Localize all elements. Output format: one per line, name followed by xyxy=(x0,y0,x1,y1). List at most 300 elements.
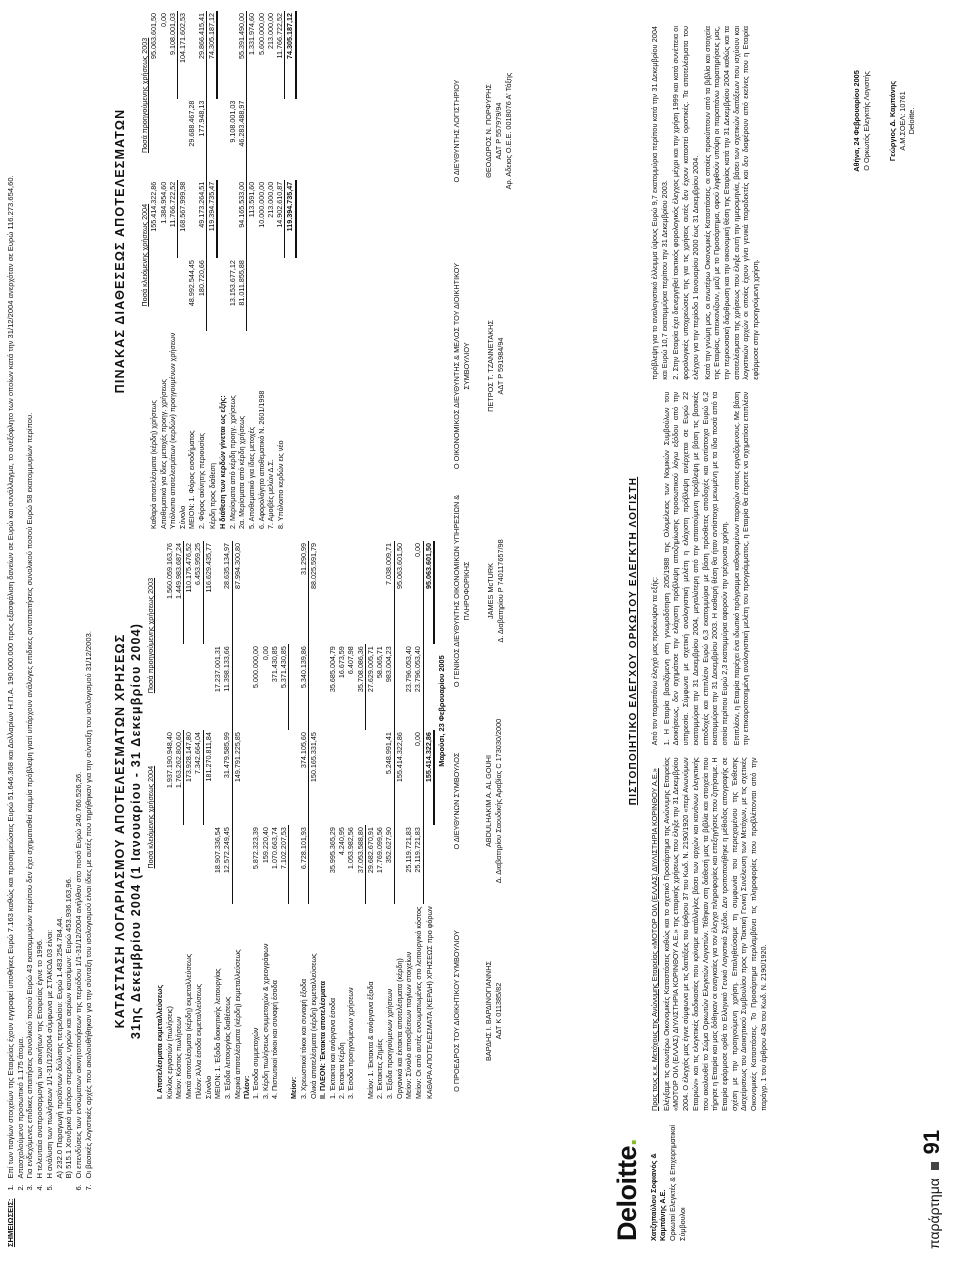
dist-row-label: Η διάθεση των κερδών γίνεται ως εξής: xyxy=(218,395,228,529)
dist-row-amount xyxy=(228,11,237,99)
pl-row-amount xyxy=(318,644,327,730)
pl-row xyxy=(260,541,269,1101)
dist-row-amount: 74.305.187,12 xyxy=(207,11,218,99)
pl-row-amount: 6.728.101,93 xyxy=(299,825,309,904)
dist-row-amount: 29.688.467,28 xyxy=(187,100,197,147)
pl-title: ΚΑΤΑΣΤΑΣΗ ΛΟΓΑΡΙΑΣΜΟΥ ΑΠΟΤΕΛΕΣΜΑΤΩΝ ΧΡΗΣΕΩΣ 31ης Δεκεμβρίου 2004 (1 Ιανουαρίου - 31 Δεκεμβρίου 2004) xyxy=(113,622,143,1040)
pl-row xyxy=(384,541,394,1101)
pl-row xyxy=(328,541,337,1101)
pl-row-amount: 7.102.207,53 xyxy=(279,825,289,904)
pl-row-amount: 87.994.300,80 xyxy=(232,543,242,589)
pl-row-label: 1. Έσοδα συμμετοχών xyxy=(251,1027,261,1099)
pl-row-amount xyxy=(365,541,375,644)
pl-row-label: ΚΑΘΑΡΑ ΑΠΟΤΕΛΕΣΜΑΤΑ (ΚΕΡΔΗ) ΧΡΗΣΕΩΣ προ φόρων xyxy=(424,906,434,1099)
dist-row xyxy=(285,11,296,531)
dist-row-amount xyxy=(217,180,227,258)
dist-row-amount: 55.391.490,00 xyxy=(237,11,247,99)
dist-row-amount xyxy=(178,99,188,180)
notes-block xyxy=(6,22,93,1247)
pl-row-label xyxy=(355,904,365,1101)
note-item xyxy=(55,22,65,1191)
dist-row-amount: 46.283.488,97 xyxy=(237,99,247,180)
pl-row-amount: 17.769.099,56 xyxy=(375,827,385,874)
pl-row xyxy=(232,541,242,1101)
pl-row-amount: 35.685.004,79 xyxy=(327,646,337,693)
pl-row xyxy=(193,541,203,1101)
dist-row-label: 2. Φόρος ακίνητης περιουσίας xyxy=(197,433,207,529)
dist-row xyxy=(275,11,285,531)
note-text: Β) 515.1 Χονδρικό εμπόριο στερεών, υγρών και αερίων καυσίμων: Ευρώ 453.936.163,96. xyxy=(64,877,74,1179)
dist-row-amount: 11.766.722,52 xyxy=(168,180,178,258)
audit-para: 2. Στην Εταιρία έχει διενεργηθεί τακτικός φορολογικός έλεγχος μέχρι και την χρήση 1999 και κατά συνέπεια οι φορολογικές υποχρεώσεις της για τις χρήσεις αυτές δεν έχουν καταστεί οριστικές. Τα αποτελέσματα του ελέγχου για την περίοδο 1 Ιανουαρίου 2000 έως 31 Δεκεμβρίου 2004. xyxy=(671,26,700,380)
dist-row-amount xyxy=(256,258,265,331)
pl-row-amount: 17.237.001,31 xyxy=(213,646,223,693)
page-footer xyxy=(918,1130,946,1249)
dist-row-label: Κέρδη προς διάθεση xyxy=(208,463,218,529)
dist-row-label: 6. Αφορολόγητο αποθεματικό Ν. 2601/1998 xyxy=(256,390,266,529)
pl-row-amount xyxy=(193,644,203,730)
pl-row-amount xyxy=(375,541,384,644)
footer-label: παράρτημα xyxy=(926,1178,942,1249)
dist-row-amount: 155.414.322,86 xyxy=(149,181,159,232)
dist-row xyxy=(207,11,218,531)
pl-row-label: Μερικά αποτελέσματα (κέρδη) εκμεταλλεύσεως xyxy=(232,949,242,1099)
pl-row-amount: 6.407,98 xyxy=(346,646,356,675)
note-number: 5. xyxy=(44,1184,54,1191)
pl-row-amount xyxy=(155,541,164,644)
pl-table-wrap xyxy=(146,541,435,1101)
dist-row-amount xyxy=(187,11,196,99)
dist-row-amount: 5.600.000,00 xyxy=(256,13,266,55)
pl-row-label: Κύκλος εργασιών (πωλήσεις) xyxy=(164,1006,174,1099)
footer-square-icon xyxy=(931,1162,939,1170)
pl-row-label: 1. Έκτακτα και ανόργανα έσοδα xyxy=(327,998,337,1099)
note-text: Η ανάλυση των πωλήσεων 1/1-31/12/2004 σύμφωνα με ΣΤΑΚΟΔ 03 είναι: xyxy=(44,929,54,1179)
pl-row-label: I. Αποτελέσματα εκμεταλλεύσεως xyxy=(155,984,165,1099)
pl-row-label: Μικτά αποτελέσματα (κέρδη) εκμεταλλεύσεως xyxy=(184,953,194,1099)
dist-row-amount xyxy=(228,180,237,258)
note-item xyxy=(6,22,16,1191)
pl-row-amount: 58.065,71 xyxy=(375,646,385,679)
pl-row-amount: 12.572.249,45 xyxy=(222,825,232,904)
dist-row-label: Σύνολο xyxy=(178,505,188,529)
dist-row-amount xyxy=(168,258,178,331)
pl-row-amount: 11.398.133,66 xyxy=(222,644,232,730)
pl-row-amount: 37.053.588,80 xyxy=(355,825,365,904)
pl-row-amount xyxy=(203,825,213,904)
dist-row-amount: 213.000,00 xyxy=(265,181,275,218)
dist-row-amount: 14.902.610,87 xyxy=(275,180,285,258)
pl-row-amount xyxy=(165,644,174,730)
audit-title: ΠΙΣΤΟΠΟΙΗΤΙΚΟ ΕΛΕΓΧΟΥ ΟΡΚΩΤΟΥ ΕΛΕΓΚΤΗ ΛΟΓΙΣΤΗ xyxy=(628,476,639,806)
auditor-brand-block xyxy=(610,1121,687,1241)
pl-row-amount: 1.937.190.948,40 xyxy=(164,732,174,789)
pl-row-amount xyxy=(174,825,184,904)
dist-row-label: ΜΕΙΟΝ: 1. Φόρος εισοδήματος xyxy=(187,430,197,529)
pl-row-amount xyxy=(318,541,327,644)
pl-row-amount xyxy=(355,730,365,825)
note-item xyxy=(35,22,45,1191)
pl-row-amount: 31.479.585,99 xyxy=(222,730,232,825)
dist-row-amount xyxy=(207,99,218,180)
pl-row-amount xyxy=(279,541,289,644)
pl-row-amount: 5.340.139,86 xyxy=(299,644,309,730)
dist-row xyxy=(187,11,196,531)
pl-row xyxy=(203,541,213,1101)
dist-table-wrap xyxy=(140,11,297,531)
pl-row-label: Μείον: Οι από αυτές ενσωματωμένες στο λειτουργικό κόστος xyxy=(413,906,423,1099)
pl-row-amount: 18.907.336,54 xyxy=(213,827,223,874)
pl-row-amount: 6.453.959,25 xyxy=(193,541,203,644)
pl-row-amount xyxy=(184,825,194,904)
pl-row-amount xyxy=(232,825,242,904)
dist-row-amount xyxy=(217,99,227,180)
dist-row-amount xyxy=(285,258,296,331)
pl-row xyxy=(213,541,222,1101)
pl-row-label: Μείον: Κόστος πωλήσεων xyxy=(174,1016,184,1099)
dist-row-amount xyxy=(178,258,188,331)
pl-row-amount: 1.070.663,74 xyxy=(269,827,279,870)
pl-table xyxy=(146,541,435,1101)
dist-row-amount: 1.331.974,60 xyxy=(247,13,257,55)
pl-row xyxy=(289,541,299,1101)
pl-row-amount xyxy=(318,825,327,904)
pl-row-amount xyxy=(242,730,251,825)
note-text: Οι επενδύσεις των ενσώματων ακινητοποιήσεων της περιόδου 1/1-31/12/2004 ανήλθαν στο ποσό Ευρώ 240.760.526,26. xyxy=(74,771,84,1179)
pl-row-amount xyxy=(289,644,299,730)
pl-row-label: 3. Έσοδα προηγούμενων χρήσεων xyxy=(346,987,356,1099)
dist-row-amount xyxy=(266,258,275,331)
pl-row xyxy=(394,541,404,1101)
dist-row-amount: 119.394.735,47 xyxy=(285,180,296,258)
pl-row-amount xyxy=(375,730,384,825)
pl-row-amount: 25.119.721,83 xyxy=(404,827,414,873)
pl-row-amount: 150.165.331,45 xyxy=(309,732,319,783)
pl-row-amount xyxy=(328,541,337,644)
dist-row xyxy=(237,11,247,531)
note-number: 6. xyxy=(74,1184,84,1191)
pl-row xyxy=(355,541,365,1101)
pl-row-amount xyxy=(346,541,355,644)
deloitte-logo: Deloitte. xyxy=(612,1138,642,1241)
dist-row-amount: 0,00 xyxy=(158,13,168,27)
signature-finance-director: Ο ΟΙΚΟΝΟΜΙΚΟΣ ΔΙΕΥΘΥΝΤΗΣ & ΜΕΛΟΣ ΤΟΥ ΔΙΟΙΚΗΤΙΚΟΥ ΣΥΜΒΟΥΛΙΟΥ ΠΕΤΡΟΣ Τ. ΤΖΑΝΝΕΤΑΚΗΣ ΑΔΤ Ρ 591984/94 xyxy=(452,262,505,470)
dist-row-amount: 95.063.601,50 xyxy=(149,13,159,59)
note-text: Οι βασικές λογιστικές αρχές που ακολουθήθηκαν για την σύνταξη του ισολογισμού είναι ίδιες με αυτές που τηρήθηκαν για την σύνταξη του ισολογισμού 31/12/2003. xyxy=(83,631,93,1179)
pl-row-amount: 5.872.323,39 xyxy=(251,827,261,870)
dist-row xyxy=(178,11,188,531)
pl-row-amount: 7.038.009,71 xyxy=(384,541,394,644)
pl-row-amount xyxy=(165,825,174,904)
dist-row-amount xyxy=(159,258,168,331)
pl-row-amount: 0,00 xyxy=(260,646,270,661)
pl-row xyxy=(184,541,194,1101)
note-number: 7. xyxy=(83,1184,93,1191)
dist-row xyxy=(247,11,257,531)
pl-row-amount: 95.063.601,50 xyxy=(394,543,404,589)
pl-row-amount xyxy=(289,541,299,644)
dist-row-label xyxy=(285,331,296,531)
dist-table xyxy=(140,11,297,531)
note-item xyxy=(16,22,26,1191)
pl-row-amount xyxy=(242,541,251,644)
pl-row-amount xyxy=(193,825,203,904)
signature-chief-accountant: Ο ΔΙΕΥΘΥΝΤΗΣ ΛΟΓΙΣΤΗΡΙΟΥ ΘΕΟΔΩΡΟΣ Ν. ΠΟΡΦΥΡΗΣ ΑΔΤ Ρ 557979/94 Αρ. Αδειας Ο.Ε.Ε. 0018076 Α' Τάξης xyxy=(452,72,513,190)
pl-row-amount xyxy=(423,644,434,730)
pl-row-amount xyxy=(174,644,184,730)
dist-row-amount xyxy=(217,11,227,99)
note-item xyxy=(64,22,74,1191)
pl-row-amount: 983.004,23 xyxy=(384,644,394,730)
pl-row-label: Μείον: xyxy=(289,1076,299,1099)
note-text: Η τελευταία αναπροσαρμογή των ακινήτων της Εταιρείας έγινε το 1996. xyxy=(35,938,45,1179)
dist-row-label: 5. Αποθεματικό για ίδιες μετοχές xyxy=(247,426,257,529)
pl-row-amount: 5.371.430,85 xyxy=(279,644,289,730)
dist-row-amount: 104.171.602,53 xyxy=(178,13,188,63)
pl-row-label: ΜΕΙΟΝ: 1. Έξοδα διοικητικής λειτουργίας xyxy=(213,968,223,1099)
dist-row-amount: 74.305.187,12 xyxy=(285,11,296,99)
pl-row-amount xyxy=(355,541,365,644)
pl-row-amount xyxy=(289,825,299,904)
note-text: Α) 232.0 Παραγωγή προϊόντων διύλισης πετρελαίου: Ευρώ 1.483.254.784,44. xyxy=(54,916,64,1179)
dist-row-amount: 168.567.999,98 xyxy=(178,181,188,232)
dist-title: ΠΙΝΑΚΑΣ ΔΙΑΘΕΣΕΩΣ ΑΠΟΤΕΛΕΣΜΑΤΩΝ xyxy=(113,108,127,394)
dist-row-amount xyxy=(247,258,257,331)
dist-row-amount xyxy=(266,99,275,180)
pl-row-label: 4. Πιστωτικοί τόκοι και συναφή έσοδα xyxy=(269,980,279,1099)
dist-row-label: 8. Υπόλοιπο κερδών εις νέο xyxy=(275,440,285,529)
pl-row-amount: 116.629.435,77 xyxy=(203,543,213,593)
pl-row-amount: 1.053.982,56 xyxy=(346,827,356,870)
pl-row-amount xyxy=(155,730,164,825)
pl-row-amount: 149.791.225,85 xyxy=(232,732,242,783)
pl-row-amount xyxy=(394,825,404,904)
auditor-firm-desc: Ορκωτοί Ελεγκτές & Επιχειρηματικοί Σύμβουλοι xyxy=(667,1125,687,1241)
pl-col-current: Ποσά κλειόμενης χρήσεως 2004 xyxy=(146,765,155,869)
audit-para: Από τον παραπάνω έλεγχό μας προέκυψαν τα εξής: xyxy=(650,576,659,746)
dist-row xyxy=(159,11,168,531)
dist-row-label: Αποθεματικά για ίδιες μετοχές προηγ. χρήσεως xyxy=(158,379,168,529)
dist-row-amount xyxy=(149,258,158,331)
pl-row-amount xyxy=(404,730,413,825)
pl-row-amount xyxy=(328,730,337,825)
pl-row-amount xyxy=(365,730,375,825)
pl-row-label: Μείον: Σύνολο αποσβέσεων παγίων στοιχείων xyxy=(404,951,414,1099)
dist-row-amount: 1.384.954,60 xyxy=(158,181,168,224)
pl-row xyxy=(242,541,251,1101)
dist-row-amount: 9.108.001,03 xyxy=(227,100,237,143)
dist-row xyxy=(168,11,178,531)
dist-row-amount: 9.108.001,03 xyxy=(168,11,178,99)
pl-row-amount: 5.000.000,00 xyxy=(251,646,261,689)
pl-row xyxy=(222,541,232,1101)
auditor-signature: Αθήνα, 24 Φεβρουαρίου 2005 Ο Ορκωτός Ελεγκτής Λογιστής Γεώργιος Δ. Καμπάνης Α.Μ.ΣΟΕΛ: 10761 Deloitte. xyxy=(852,70,917,172)
audit-para: 1. Η Εταιρία βασιζόμενη στη γνωμοδότηση 205/1988 της Ολομέλειας των Νομικών Συμβούλων του Διοικήσεως, δεν σχημάτισε την ελάχιστη πρόβλεψη αποζημίωσης προσωπικού λόγω εξόδου από την υπηρεσία. Σύμφωνα με σχετική αναλογιστική μελέτη η ελάχιστη πρόβλεψη ανέρχεται σε Ευρώ 22 εκατομμύρια την 31 Δεκεμβρίου 2004, μεγαλύτερη από την απαιτούμενη πρόβλεψη με βάση τις βασικές αποδοχές και επιπλέον Ευρώ 6,3 εκατομμύρια με βάση πρόσθετες αποδοχές και αντίστοιχα Ευρώ 6,2 εκατομμύρια την 31 Δεκεμβρίου 2003. Η καθαρή θέση θα ήταν αντίστοιχα μειωμένη με τα ίδια ποσά από τα οποία περίπου Ευρώ 2,3 εκατομμύρια αφορούν την τρέχουσα χρήση. xyxy=(661,391,729,746)
pl-row-amount xyxy=(213,541,222,644)
pl-row-amount xyxy=(423,825,434,904)
pl-row-amount xyxy=(308,825,318,904)
pl-row-amount: 1.763.262.800,60 xyxy=(174,730,184,825)
pl-row-amount: 23.796.053,40 xyxy=(413,644,423,730)
pl-row-amount: 159.220,40 xyxy=(260,827,270,864)
pl-row-amount: 35.995.365,29 xyxy=(327,827,337,874)
signature-cfo-general: Ο ΓΕΝΙΚΟΣ ΔΙΕΥΘΥΝΤΗΣ ΟΙΚΟΝΟΜΙΚΩΝ ΥΠΗΡΕΣΙΩΝ & ΠΛΗΡΟΦΟΡΙΚΗΣ JAMES McTURK Δ. Διαβατηρίου P 740117657/98 xyxy=(452,494,505,688)
dist-row-amount: 119.394.735,47 xyxy=(207,180,218,258)
pl-row-amount: 25.119.721,83 xyxy=(413,825,423,904)
notes-list xyxy=(6,22,93,1191)
dist-row-amount xyxy=(168,99,178,180)
pl-row-label: 2. Έκτακτες Ζημίες xyxy=(375,1038,385,1099)
pl-row xyxy=(251,541,260,1101)
pl-row xyxy=(279,541,289,1101)
dist-row-amount xyxy=(285,99,296,180)
dist-row-amount xyxy=(275,99,285,180)
pl-row-label xyxy=(279,904,289,1101)
pl-row-amount: 95.063.601,50 xyxy=(423,541,434,644)
pl-row-amount xyxy=(242,825,251,904)
dist-row-amount: 94.165.533,00 xyxy=(237,180,247,258)
signature-ceo: Ο ΔΙΕΥΘΥΝΩΝ ΣΥΜΒΟΥΛΟΣ ABDULHAKIM A. AL GOUHI Δ. Διαβατηρίου Σαουδικής Αραβίας C 173030/2000 xyxy=(452,718,503,884)
pl-row-amount: 0,00 xyxy=(413,541,423,644)
dist-row xyxy=(149,11,158,531)
pl-row-amount xyxy=(346,730,355,825)
note-number: 4. xyxy=(35,1184,45,1191)
pl-row xyxy=(155,541,164,1101)
notes-heading: ΣΗΜΕΙΩΣΕΙΣ: xyxy=(6,1198,15,1247)
pl-row-amount xyxy=(251,541,260,644)
audit-para: Κατά την γνώμη μας, οι ανωτέρω Οικονομικές Καταστάσεις, οι οποίες προκύπτουν από τα βιβλία και στοιχεία της Εταιρίας, απεικονίζουν, μαζί με το Προσάρτημα, αφού ληφθούν υπόψη οι παραπάνω παρατηρήσεις μας, την περιουσιακή διάρθρωση και την οικονομική θέση της Εταιρίας κατά την 31 Δεκεμβρίου 2004 καθώς και τα αποτελέσματα της χρήσεως που έληξε αυτή την ημερομηνία, βάσει των σχετικών διατάξεων που ισχύουν και λογιστικών αρχών οι οποίες έχουν γίνει γενικά παραδεκτές και δεν διαφέρουν από εκείνες που η Εταιρία εφάρμοσε στην προηγούμενη χρήση. xyxy=(702,26,761,380)
dist-row-amount xyxy=(207,258,218,331)
dist-row-amount: 48.992.544,45 xyxy=(187,260,197,307)
pl-row-label: Πλέον: xyxy=(241,1075,251,1099)
dist-row-amount xyxy=(256,99,265,180)
pl-row-amount: 28.635.134,97 xyxy=(222,541,232,644)
pl-row-amount: 110.175.476,52 xyxy=(184,543,194,593)
dist-row xyxy=(217,11,227,531)
pl-row xyxy=(308,541,318,1101)
pl-row-amount xyxy=(404,541,413,644)
dist-row-amount: 213.000,00 xyxy=(265,13,275,49)
pl-row-amount: 16.673,59 xyxy=(336,646,346,679)
pl-row-amount: 155.414.322,86 xyxy=(394,732,404,783)
pl-row-amount: 371.430,85 xyxy=(269,646,279,683)
pl-row-amount xyxy=(260,541,269,644)
dist-row xyxy=(256,11,265,531)
pl-row-label: 3. Κέρδη πωλήσεως συμμετοχών & χρεογράφων xyxy=(260,943,270,1099)
note-number: 2. xyxy=(15,1184,25,1191)
note-item xyxy=(45,22,55,1191)
pl-row-label: Σύνολο xyxy=(203,1075,213,1099)
dist-row-label: 7. Αμοιβές μελών Δ.Σ. xyxy=(265,459,275,529)
pl-row-amount: 23.796.053,40 xyxy=(404,646,414,693)
dist-row-amount xyxy=(187,180,196,258)
pl-row-amount: 35.708.086,36 xyxy=(355,644,365,730)
dist-row xyxy=(228,11,237,531)
pl-row-label: 3. Χρεωστικοί τόκοι και συναφή έξοδα xyxy=(299,978,309,1099)
pl-row-amount: 5.248.991,41 xyxy=(384,730,394,825)
pl-row-amount xyxy=(337,541,346,644)
dist-row-label: 2α. Μερίσματα από κέρδη χρήσεως xyxy=(237,415,247,529)
dist-row xyxy=(266,11,275,531)
pl-row xyxy=(270,541,279,1101)
pl-row-amount: 0,00 xyxy=(413,730,423,825)
pl-row-amount: 155.414.322,86 xyxy=(423,730,434,825)
pl-row-amount: 7.342.664,04 xyxy=(193,730,203,825)
pl-row-amount: 4.240,95 xyxy=(336,827,346,856)
pl-row-label: Οργανικά και έκτακτα αποτελέσματα (κέρδη) xyxy=(394,958,404,1099)
sign-date: Μαρούσι, 23 Φεβρουαρίου 2005 xyxy=(437,655,446,767)
pl-row-amount xyxy=(279,730,289,825)
pl-row-amount xyxy=(251,730,260,825)
pl-row-amount: 31.290,99 xyxy=(299,541,309,644)
pl-row xyxy=(299,541,309,1101)
pl-row-amount xyxy=(318,730,327,825)
pl-row-amount: 352.627,90 xyxy=(384,825,394,904)
pl-row xyxy=(365,541,375,1101)
pl-row-amount xyxy=(289,730,299,825)
dist-row-amount xyxy=(149,99,158,180)
pl-row-amount xyxy=(203,644,213,730)
pl-row-amount: 173.928.147,80 xyxy=(184,732,194,783)
pl-row xyxy=(423,541,434,1101)
pl-row-label: II. ΠΛΕΟΝ: Έκτακτα αποτελέσματα xyxy=(318,981,328,1099)
dist-row xyxy=(197,11,207,531)
pl-row-label: 3. Έξοδα λειτουργίας διαθέσεως xyxy=(222,996,232,1099)
dist-row-label: Καθαρά αποτελέσματα (κέρδη) χρήσεως xyxy=(149,400,159,529)
pl-row xyxy=(346,541,355,1101)
dist-row-amount: 113.591,60 xyxy=(247,181,257,218)
pl-row-amount: 88.025.591,79 xyxy=(309,543,319,589)
dist-col-current: Ποσά κλειόμενης χρήσεως 2004 xyxy=(140,203,149,307)
pl-row xyxy=(413,541,423,1101)
pl-row-amount xyxy=(242,644,251,730)
dist-row-amount xyxy=(247,99,257,180)
pl-row-amount: 27.629.005,71 xyxy=(365,646,375,693)
audit-para: Επιπλέον, η Εταιρία παρέχει ένα ιδιωτικό πρόγραμμα καθορισμένων παροχών στους εργαζόμενους. Με βάση την επικαιροποιημένη αναλογιστική μελέτη του προγράμματος, η Εταιρία θα έπρεπε να σχηματίσει επιπλέον πρόβλεψη για το αναλογιστικό έλλειμμα ύψους Ευρώ 9,7 εκατομμύρια περίπου κατά την 31 Δεκεμβρίου 2004 και Ευρώ 10,7 εκατομμύρια περίπου την 31 Δεκεμβρίου 2003. xyxy=(650,26,751,746)
dist-row-amount: 177.948,13 xyxy=(197,99,207,180)
pl-row-amount xyxy=(213,730,222,825)
pl-row-label: Πλέον: Άλλα έσοδα εκμεταλλεύσεως xyxy=(193,983,203,1099)
page-number: 91 xyxy=(919,1129,944,1155)
pl-row xyxy=(375,541,384,1101)
pl-row xyxy=(404,541,413,1101)
dist-row-amount: 29.866.415,41 xyxy=(197,11,207,99)
pl-row-amount xyxy=(232,644,242,730)
pl-row-amount xyxy=(308,644,318,730)
dist-row-amount: 81.011.855,88 xyxy=(237,258,247,331)
pl-row-label: 3. Έξοδα προηγούμενων χρήσεων xyxy=(384,988,394,1099)
pl-row xyxy=(165,541,174,1101)
note-number: 1. xyxy=(6,1184,15,1191)
note-item xyxy=(84,22,94,1191)
dist-row-amount xyxy=(275,258,285,331)
pl-row-amount xyxy=(155,644,164,730)
pl-row-amount xyxy=(337,730,346,825)
note-item xyxy=(25,22,35,1191)
pl-row-amount xyxy=(270,730,279,825)
dist-row-amount xyxy=(217,258,227,331)
audit-addressee: Προς τους κ.κ. Μετόχους της Ανώνυμης Εταιρείας «ΜΟΤΟΡ ΟΙΛ (ΕΛΛΑΣ) ΔΙΥΛΙΣΤΗΡΙΑ ΚΟΡΙΝΘΟΥ Α.Ε.» xyxy=(650,768,659,1111)
pl-row-amount: 181.270.811,84 xyxy=(203,732,213,782)
auditor-firm: Χατζηπαύλου Σοφιανός & Καμπάνης Α.Ε. xyxy=(648,1153,668,1241)
pl-row-amount xyxy=(270,541,279,644)
dist-row-amount: 13.153.677,12 xyxy=(227,260,237,307)
dist-row-amount: 49.173.264,51 xyxy=(197,180,207,258)
pl-row xyxy=(337,541,346,1101)
pl-col-prior: Ποσά προηγούμενης χρήσεως 2003 xyxy=(146,577,155,694)
pl-row-amount xyxy=(260,730,269,825)
pl-row-label: Ολικά αποτελέσματα (κέρδη) εκμεταλλεύσεως xyxy=(309,953,319,1099)
